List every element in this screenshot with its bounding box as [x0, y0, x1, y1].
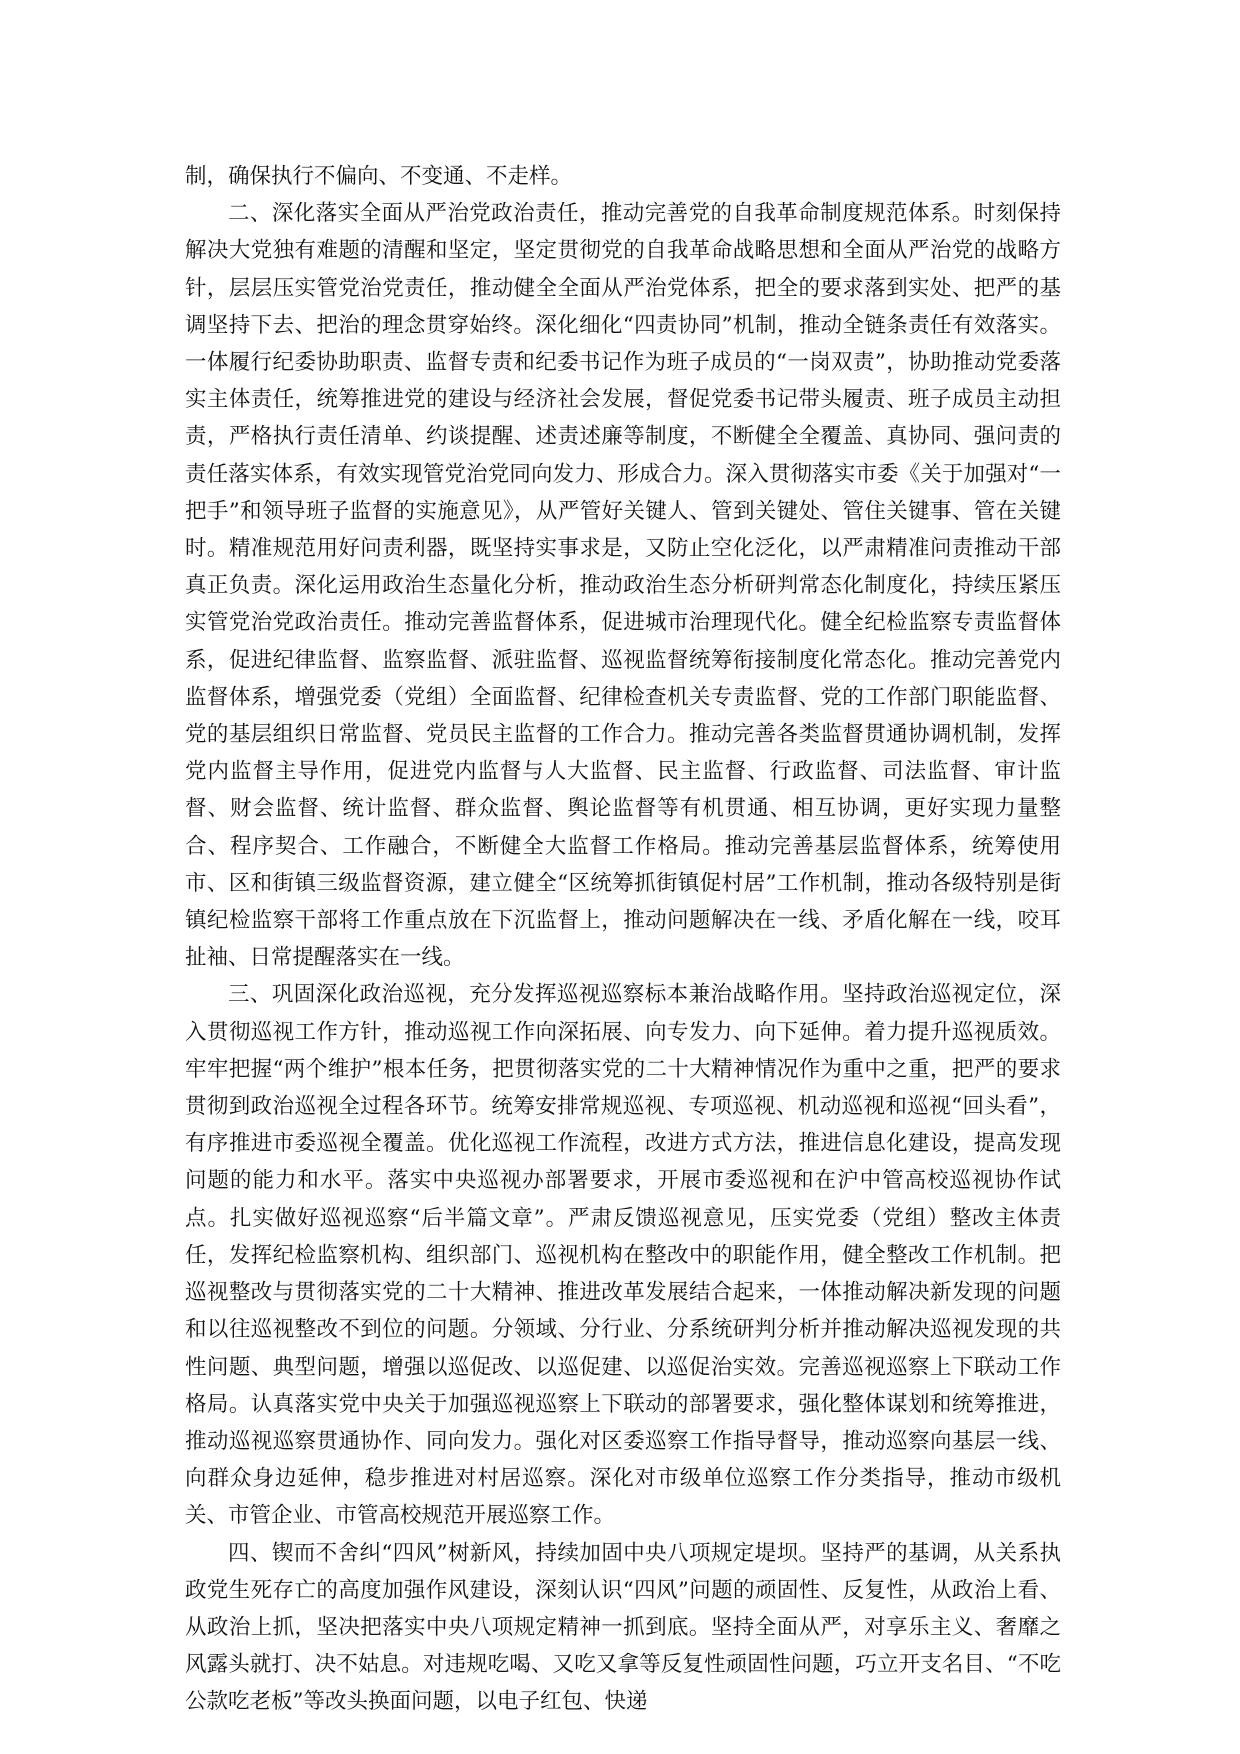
body-text [185, 158, 1061, 1721]
paragraph-section-three: 三、巩固深化政治巡视，充分发挥巡视巡察标本兼治战略作用。坚持政治巡视定位，深入贯彻巡视工作方针，推动巡视工作向深拓展、向专发力、向下延伸。着力提升巡视质效。牢牢把握“两个维护”根本任务，把贯彻落实党的二十大精神情况作为重中之重，把严的要求贯彻到政治巡视全过程各环节。统筹安排常规巡视、专项巡视、机动巡视和巡视“回头看”，有序推进市委巡视全覆盖。优化巡视工作流程，改进方式方法，推进信息化建设，提高发现问题的能力和水平。落实中央巡视办部署要求，开展市委巡视和在沪中管高校巡视协作试点。扎实做好巡视巡察“后半篇文章”。严肃反馈巡视意见，压实党委（党组）整改主体责任，发挥纪检监察机构、组织部门、巡视机构在整改中的职能作用，健全整改工作机制。把巡视整改与贯彻落实党的二十大精神、推进改革发展结合起来，一体推动解决新发现的问题和以往巡视整改不到位的问题。分领域、分行业、分系统研判分析并推动解决巡视发现的共性问题、典型问题，增强以巡促改、以巡促建、以巡促治实效。完善巡视巡察上下联动工作格局。认真落实党中央关于加强巡视巡察上下联动的部署要求，强化整体谋划和统筹推进，推动巡视巡察贯通协作、同向发力。强化对区委巡察工作指导督导，推动巡察向基层一线、向群众身边延伸，稳步推进对村居巡察。深化对市级单位巡察工作分类指导，推动市级机关、市管企业、市管高校规范开展巡察工作。 [185, 982, 1061, 1529]
paragraph-section-two: 二、深化落实全面从严治党政治责任，推动完善党的自我革命制度规范体系。时刻保持解决大党独有难题的清醒和坚定，坚定贯彻党的自我革命战略思想和全面从严治党的战略方针，层层压实管党治党责任，推动健全全面从严治党体系，把全的要求落到实处、把严的基调坚持下去、把治的理念贯穿始终。深化细化“四责协同”机制，推动全链条责任有效落实。一体履行纪委协助职责、监督专责和纪委书记作为班子成员的“一岗双责”，协助推动党委落实主体责任，统筹推进党的建设与经济社会发展，督促党委书记带头履责、班子成员主动担责，严格执行责任清单、约谈提醒、述责述廉等制度，不断健全全覆盖、真协同、强问责的责任落实体系，有效实现管党治党同向发力、形成合力。深入贯彻落实市委《关于加强对“一把手”和领导班子监督的实施意见》，从严管好关键人、管到关键处、管住关键事、管在关键时。精准规范用好问责利器，既坚持实事求是，又防止空化泛化，以严肃精准问责推动干部真正负责。深化运用政治生态量化分析，推动政治生态分析研判常态化制度化，持续压紧压实管党治党政治责任。推动完善监督体系，促进城市治理现代化。健全纪检监察专责监督体系，促进纪律监督、监察监督、派驻监督、巡视监督统筹衔接制度化常态化。推动完善党内监督体系，增强党委（党组）全面监督、纪律检查机关专责监督、党的工作部门职能监督、党的基层组织日常监督、党员民主监督的工作合力。推动完善各类监督贯通协调机制，发挥党内监督主导作用，促进党内监督与人大监督、民主监督、行政监督、司法监督、审计监督、财会监督、统计监督、群众监督、舆论监督等有机贯通、相互协调，更好实现力量整合、程序契合、工作融合，不断健全大监督工作格局。推动完善基层监督体系，统筹使用市、区和街镇三级监督资源，建立健全“区统筹抓街镇促村居”工作机制，推动各级特别是街镇纪检监察干部将工作重点放在下沉监督上，推动问题解决在一线、矛盾化解在一线，咬耳扯袖、日常提醒落实在一线。 [185, 201, 1061, 971]
paragraph-section-four: 四、锲而不舍纠“四风”树新风，持续加固中央八项规定堤坝。坚持严的基调，从关系执政党生死存亡的高度加强作风建设，深刻认识“四风”问题的顽固性、反复性，从政治上看、从政治上抓，坚决把落实中央八项规定精神一抓到底。坚持全面从严，对享乐主义、奢靡之风露头就打、决不姑息。对违规吃喝、又吃又拿等反复性顽固性问题，巧立开支名目、“不吃公款吃老板”等改头换面问题，以电子红包、快递 [185, 1540, 1061, 1715]
paragraph-continuation: 制，确保执行不偏向、不变通、不走样。 [185, 164, 573, 189]
